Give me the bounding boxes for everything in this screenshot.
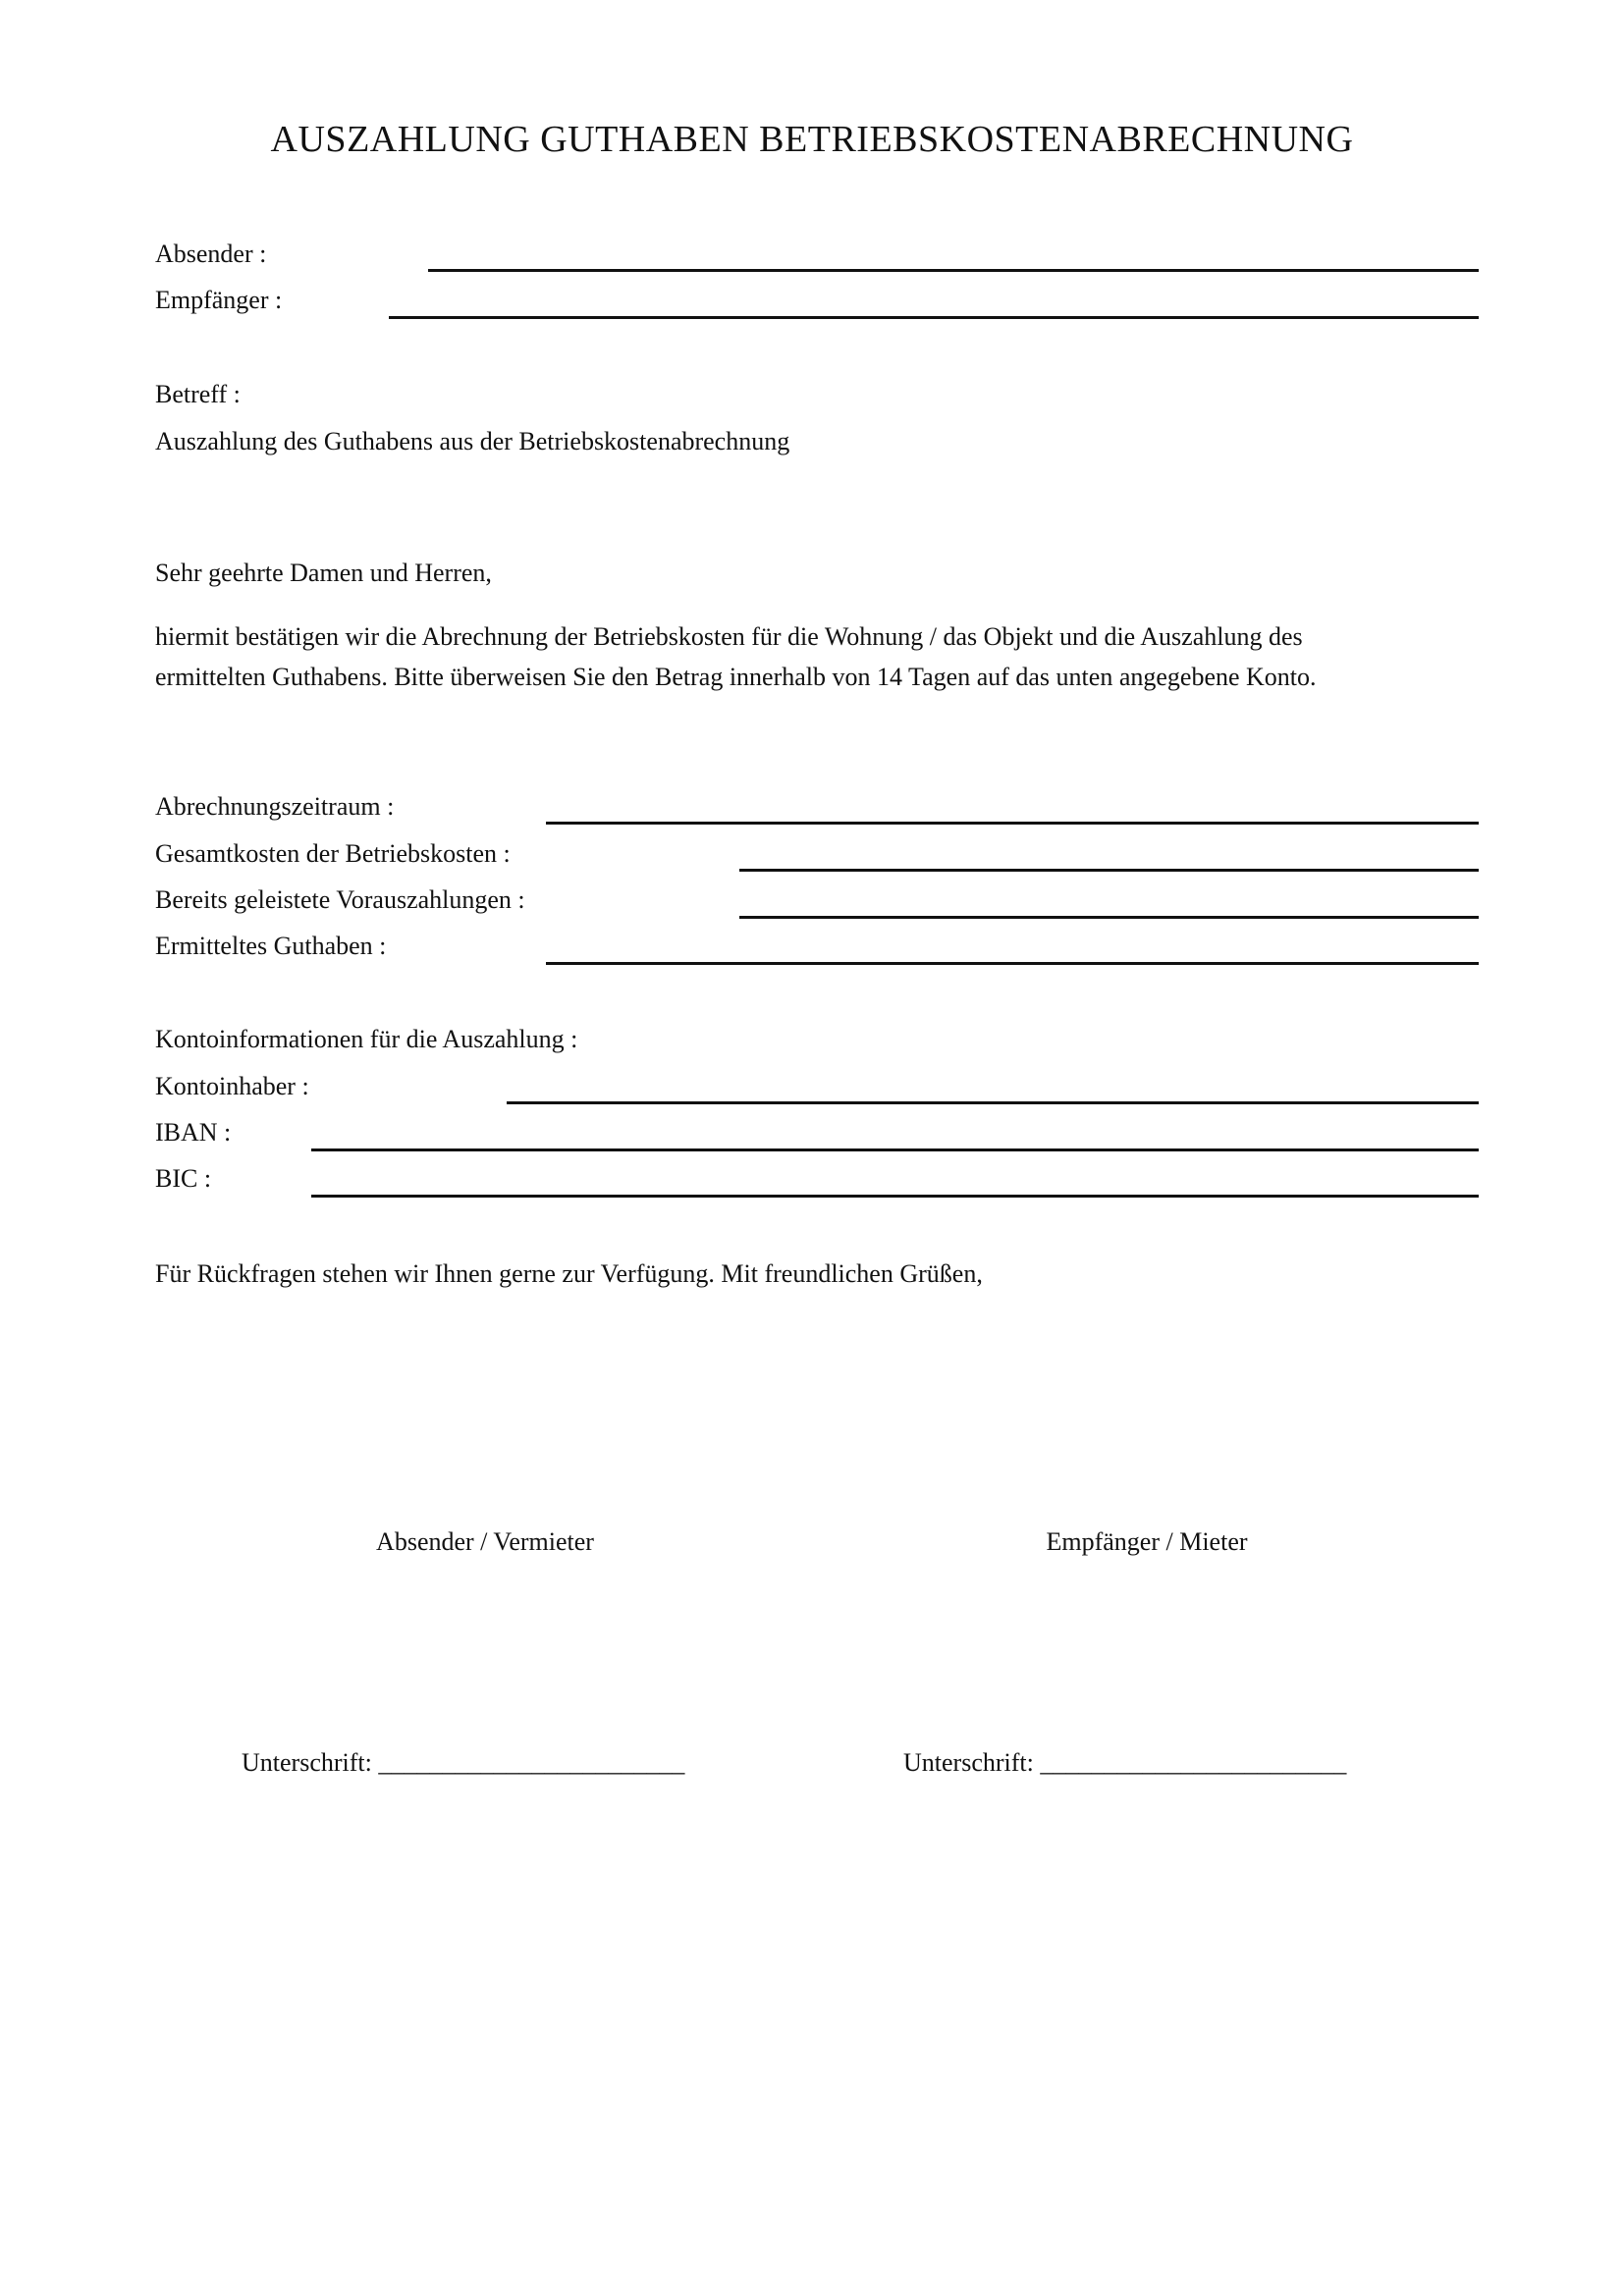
credit-field-line[interactable] <box>546 962 1479 965</box>
body-line-1: hiermit bestätigen wir die Abrechnung der Betriebskosten für die Wohnung / das Objekt und die Auszahlung des <box>155 622 1303 651</box>
total-costs-field-line[interactable] <box>739 869 1479 872</box>
body-paragraph <box>155 616 1471 697</box>
subject-label: Betreff : <box>155 380 241 408</box>
prepayments-field-line[interactable] <box>739 916 1479 919</box>
recipient-label: Empfänger : <box>155 286 283 314</box>
account-heading: Kontoinformationen für die Auszahlung : <box>155 1025 578 1053</box>
sender-label: Absender : <box>155 240 267 268</box>
account-holder-field-line[interactable] <box>507 1101 1479 1104</box>
credit-label: Ermitteltes Guthaben : <box>155 932 387 960</box>
bic-label: BIC : <box>155 1164 212 1193</box>
body-line-2: ermittelten Guthabens. Bitte überweisen Sie den Betrag innerhalb von 14 Tagen auf das unten angegebene Konto. <box>155 663 1317 691</box>
recipient-signature-line[interactable]: Unterschrift: ________________________ <box>903 1748 1347 1777</box>
recipient-role-label: Empfänger / Mieter <box>1046 1527 1248 1556</box>
iban-label: IBAN : <box>155 1118 232 1147</box>
billing-period-field-line[interactable] <box>546 822 1479 825</box>
sender-field-line[interactable] <box>428 269 1479 272</box>
billing-period-label: Abrechnungszeitraum : <box>155 792 395 821</box>
subject-text: Auszahlung des Guthabens aus der Betriebskostenabrechnung <box>155 427 790 455</box>
salutation: Sehr geehrte Damen und Herren, <box>155 559 492 587</box>
bic-field-line[interactable] <box>311 1195 1479 1198</box>
iban-field-line[interactable] <box>311 1148 1479 1151</box>
recipient-field-line[interactable] <box>389 316 1479 319</box>
closing-text: Für Rückfragen stehen wir Ihnen gerne zur Verfügung. Mit freundlichen Grüßen, <box>155 1259 983 1288</box>
sender-signature-line[interactable]: Unterschrift: ________________________ <box>242 1748 685 1777</box>
sender-role-label: Absender / Vermieter <box>376 1527 594 1556</box>
prepayments-label: Bereits geleistete Vorauszahlungen : <box>155 885 525 914</box>
document-title: AUSZAHLUNG GUTHABEN BETRIEBSKOSTENABRECHNUNG <box>270 119 1354 160</box>
account-holder-label: Kontoinhaber : <box>155 1072 309 1100</box>
total-costs-label: Gesamtkosten der Betriebskosten : <box>155 839 511 868</box>
